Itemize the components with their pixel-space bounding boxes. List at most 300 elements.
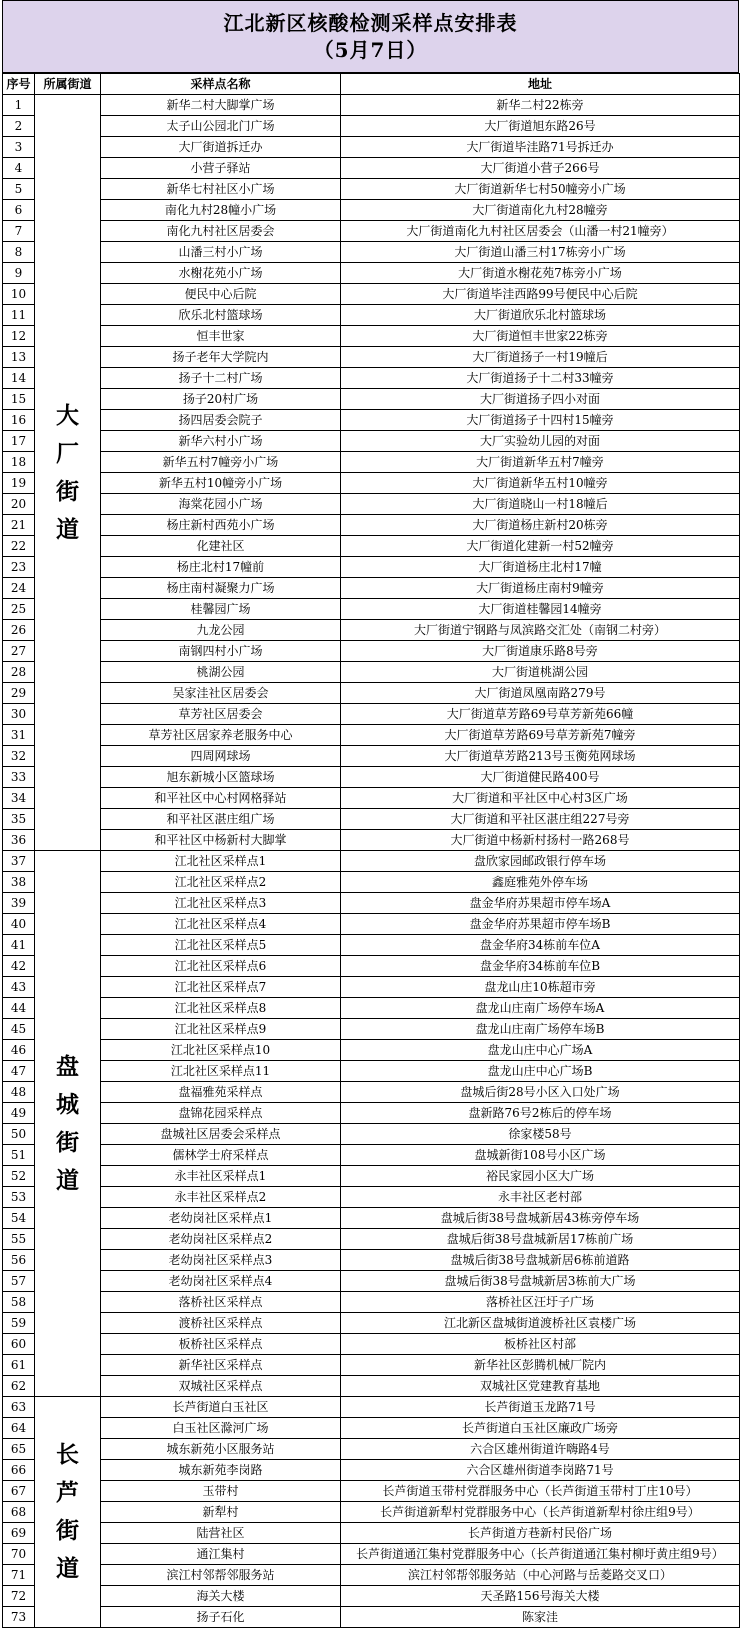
table-row bbox=[3, 158, 740, 179]
row-address: 盘龙山庄10栋超市旁 bbox=[341, 977, 740, 998]
row-site-name: 江北社区采样点8 bbox=[101, 998, 341, 1019]
row-seq: 10 bbox=[3, 284, 35, 305]
row-seq: 72 bbox=[3, 1586, 35, 1607]
row-seq: 33 bbox=[3, 767, 35, 788]
row-seq: 8 bbox=[3, 242, 35, 263]
row-site-name: 老幼岗社区采样点4 bbox=[101, 1271, 341, 1292]
row-address: 大厂街道凤凰南路279号 bbox=[341, 683, 740, 704]
row-site-name: 盘城社区居委会采样点 bbox=[101, 1124, 341, 1145]
sampling-table bbox=[2, 73, 740, 1628]
row-seq: 1 bbox=[3, 95, 35, 116]
row-seq: 31 bbox=[3, 725, 35, 746]
table-row bbox=[3, 368, 740, 389]
row-seq: 58 bbox=[3, 1292, 35, 1313]
table-row bbox=[3, 179, 740, 200]
table-row bbox=[3, 1355, 740, 1376]
row-seq: 16 bbox=[3, 410, 35, 431]
table-row bbox=[3, 746, 740, 767]
header-street: 所属街道 bbox=[35, 74, 101, 95]
street-cell bbox=[35, 851, 101, 1397]
row-address: 大厂街道恒丰世家22栋旁 bbox=[341, 326, 740, 347]
row-address: 大厂街道扬子一村19幢后 bbox=[341, 347, 740, 368]
table-row bbox=[3, 704, 740, 725]
table-row bbox=[3, 536, 740, 557]
header-site-name: 采样点名称 bbox=[101, 74, 341, 95]
row-address: 盘金华府苏果超市停车场A bbox=[341, 893, 740, 914]
row-address: 盘龙山庄南广场停车场A bbox=[341, 998, 740, 1019]
row-site-name: 老幼岗社区采样点2 bbox=[101, 1229, 341, 1250]
row-site-name: 新华六村小广场 bbox=[101, 431, 341, 452]
row-seq: 52 bbox=[3, 1166, 35, 1187]
table-row bbox=[3, 1334, 740, 1355]
table-row bbox=[3, 998, 740, 1019]
row-seq: 35 bbox=[3, 809, 35, 830]
row-address: 长芦街道方巷新村民俗广场 bbox=[341, 1523, 740, 1544]
row-site-name: 扬子老年大学院内 bbox=[101, 347, 341, 368]
row-seq: 57 bbox=[3, 1271, 35, 1292]
row-seq: 65 bbox=[3, 1439, 35, 1460]
row-address: 盘城后街38号盘城新居6栋前道路 bbox=[341, 1250, 740, 1271]
row-site-name: 杨庄北村17幢前 bbox=[101, 557, 341, 578]
row-address: 大厂街道康乐路8号旁 bbox=[341, 641, 740, 662]
row-site-name: 盘锦花园采样点 bbox=[101, 1103, 341, 1124]
row-seq: 70 bbox=[3, 1544, 35, 1565]
page-title: 江北新区核酸检测采样点安排表 bbox=[223, 10, 518, 35]
table-row bbox=[3, 1586, 740, 1607]
table-row bbox=[3, 1271, 740, 1292]
header-address: 地址 bbox=[341, 74, 740, 95]
table-row bbox=[3, 893, 740, 914]
row-site-name: 新华二村大脚掌广场 bbox=[101, 95, 341, 116]
row-address: 落桥社区汪圩子广场 bbox=[341, 1292, 740, 1313]
row-address: 新华二村22栋旁 bbox=[341, 95, 740, 116]
row-site-name: 扬子石化 bbox=[101, 1607, 341, 1628]
table-header-row bbox=[3, 74, 740, 95]
row-seq: 36 bbox=[3, 830, 35, 851]
row-seq: 6 bbox=[3, 200, 35, 221]
table-row bbox=[3, 347, 740, 368]
row-address: 长芦街道白玉社区廉政广场旁 bbox=[341, 1418, 740, 1439]
row-seq: 59 bbox=[3, 1313, 35, 1334]
row-seq: 9 bbox=[3, 263, 35, 284]
row-seq: 25 bbox=[3, 599, 35, 620]
row-site-name: 太子山公园北门广场 bbox=[101, 116, 341, 137]
row-site-name: 和平社区中心村网格驿站 bbox=[101, 788, 341, 809]
table-row bbox=[3, 1460, 740, 1481]
row-site-name: 江北社区采样点2 bbox=[101, 872, 341, 893]
row-seq: 34 bbox=[3, 788, 35, 809]
row-site-name: 扬子十二村广场 bbox=[101, 368, 341, 389]
row-address: 大厂街道桃湖公园 bbox=[341, 662, 740, 683]
street-name: 长 芦 街 道 bbox=[56, 1441, 79, 1582]
row-seq: 43 bbox=[3, 977, 35, 998]
table-row bbox=[3, 263, 740, 284]
row-site-name: 落桥社区采样点 bbox=[101, 1292, 341, 1313]
row-seq: 22 bbox=[3, 536, 35, 557]
row-site-name: 吴家洼社区居委会 bbox=[101, 683, 341, 704]
row-site-name: 和平社区湛庄组广场 bbox=[101, 809, 341, 830]
table-row bbox=[3, 641, 740, 662]
table-row bbox=[3, 221, 740, 242]
table-row bbox=[3, 1313, 740, 1334]
table-row bbox=[3, 557, 740, 578]
row-seq: 40 bbox=[3, 914, 35, 935]
row-site-name: 九龙公园 bbox=[101, 620, 341, 641]
row-seq: 68 bbox=[3, 1502, 35, 1523]
row-address: 大厂街道新华七村50幢旁小广场 bbox=[341, 179, 740, 200]
row-site-name: 通江集村 bbox=[101, 1544, 341, 1565]
table-row bbox=[3, 851, 740, 872]
row-address: 大厂街道草芳路69号草芳新苑66幢 bbox=[341, 704, 740, 725]
row-address: 大厂街道和平社区中心村3区广场 bbox=[341, 788, 740, 809]
row-site-name: 儒林学士府采样点 bbox=[101, 1145, 341, 1166]
row-site-name: 杨庄新村西苑小广场 bbox=[101, 515, 341, 536]
row-address: 盘龙山庄中心广场B bbox=[341, 1061, 740, 1082]
street-name: 盘 城 街 道 bbox=[56, 1052, 79, 1194]
street-cell bbox=[35, 95, 101, 851]
row-seq: 5 bbox=[3, 179, 35, 200]
table-row bbox=[3, 1229, 740, 1250]
row-site-name: 旭东新城小区篮球场 bbox=[101, 767, 341, 788]
row-seq: 20 bbox=[3, 494, 35, 515]
table-row bbox=[3, 242, 740, 263]
table-row bbox=[3, 683, 740, 704]
table-row bbox=[3, 389, 740, 410]
row-site-name: 南钢四村小广场 bbox=[101, 641, 341, 662]
row-seq: 21 bbox=[3, 515, 35, 536]
row-site-name: 四周网球场 bbox=[101, 746, 341, 767]
row-address: 大厂街道晓山一村18幢后 bbox=[341, 494, 740, 515]
row-seq: 60 bbox=[3, 1334, 35, 1355]
row-site-name: 大厂街道拆迁办 bbox=[101, 137, 341, 158]
row-address: 盘金华府34栋前车位B bbox=[341, 956, 740, 977]
row-address: 盘新路76号2栋后的停车场 bbox=[341, 1103, 740, 1124]
row-seq: 39 bbox=[3, 893, 35, 914]
row-site-name: 江北社区采样点9 bbox=[101, 1019, 341, 1040]
row-seq: 27 bbox=[3, 641, 35, 662]
row-seq: 62 bbox=[3, 1376, 35, 1397]
table-row bbox=[3, 410, 740, 431]
table-row bbox=[3, 431, 740, 452]
title-banner bbox=[2, 0, 739, 73]
row-address: 大厂街道欣乐北村篮球场 bbox=[341, 305, 740, 326]
row-address: 鑫庭雅苑外停车场 bbox=[341, 872, 740, 893]
row-site-name: 板桥社区采样点 bbox=[101, 1334, 341, 1355]
row-site-name: 盘福雅苑采样点 bbox=[101, 1082, 341, 1103]
row-address: 新华社区彭腾机械厂院内 bbox=[341, 1355, 740, 1376]
table-row bbox=[3, 1418, 740, 1439]
row-address: 长芦街道新犁村党群服务中心（长芦街道新犁村徐庄组9号） bbox=[341, 1502, 740, 1523]
row-seq: 73 bbox=[3, 1607, 35, 1628]
row-seq: 19 bbox=[3, 473, 35, 494]
row-site-name: 小营子驿站 bbox=[101, 158, 341, 179]
row-address: 盘城后街28号小区入口处广场 bbox=[341, 1082, 740, 1103]
row-site-name: 扬四居委会院子 bbox=[101, 410, 341, 431]
row-address: 六合区雄州街道许嗨路4号 bbox=[341, 1439, 740, 1460]
table-row bbox=[3, 1166, 740, 1187]
row-address: 长芦街道通江集村党群服务中心（长芦街道通江集村柳圩黄庄组9号） bbox=[341, 1544, 740, 1565]
street-name: 大 厂 街 道 bbox=[56, 401, 79, 543]
row-seq: 53 bbox=[3, 1187, 35, 1208]
row-site-name: 新华七村社区小广场 bbox=[101, 179, 341, 200]
row-site-name: 老幼岗社区采样点1 bbox=[101, 1208, 341, 1229]
table-row bbox=[3, 305, 740, 326]
row-seq: 26 bbox=[3, 620, 35, 641]
row-address: 大厂街道毕洼西路99号便民中心后院 bbox=[341, 284, 740, 305]
row-site-name: 山潘三村小广场 bbox=[101, 242, 341, 263]
table-row bbox=[3, 515, 740, 536]
row-seq: 12 bbox=[3, 326, 35, 347]
row-seq: 61 bbox=[3, 1355, 35, 1376]
row-seq: 46 bbox=[3, 1040, 35, 1061]
row-seq: 18 bbox=[3, 452, 35, 473]
row-address: 滨江村邻帮邻服务站（中心河路与岳菱路交叉口） bbox=[341, 1565, 740, 1586]
row-site-name: 恒丰世家 bbox=[101, 326, 341, 347]
table-row bbox=[3, 137, 740, 158]
table-row bbox=[3, 1607, 740, 1628]
row-site-name: 城东新苑小区服务站 bbox=[101, 1439, 341, 1460]
row-address: 大厂街道毕洼路71号拆迁办 bbox=[341, 137, 740, 158]
row-address: 大厂街道新华五村10幢旁 bbox=[341, 473, 740, 494]
row-site-name: 杨庄南村凝聚力广场 bbox=[101, 578, 341, 599]
row-seq: 13 bbox=[3, 347, 35, 368]
row-site-name: 江北社区采样点4 bbox=[101, 914, 341, 935]
table-row bbox=[3, 1523, 740, 1544]
row-site-name: 陆营社区 bbox=[101, 1523, 341, 1544]
row-site-name: 渡桥社区采样点 bbox=[101, 1313, 341, 1334]
table-row bbox=[3, 95, 740, 116]
table-row bbox=[3, 1439, 740, 1460]
table-row bbox=[3, 284, 740, 305]
table-row bbox=[3, 1544, 740, 1565]
row-address: 大厂街道桂馨园14幢旁 bbox=[341, 599, 740, 620]
row-site-name: 江北社区采样点6 bbox=[101, 956, 341, 977]
row-seq: 66 bbox=[3, 1460, 35, 1481]
table-row bbox=[3, 1061, 740, 1082]
row-seq: 3 bbox=[3, 137, 35, 158]
table-row bbox=[3, 1019, 740, 1040]
row-address: 大厂街道水榭花苑7栋旁小广场 bbox=[341, 263, 740, 284]
row-site-name: 双城社区采样点 bbox=[101, 1376, 341, 1397]
row-seq: 55 bbox=[3, 1229, 35, 1250]
row-seq: 69 bbox=[3, 1523, 35, 1544]
row-site-name: 海棠花园小广场 bbox=[101, 494, 341, 515]
row-site-name: 江北社区采样点11 bbox=[101, 1061, 341, 1082]
table-row bbox=[3, 326, 740, 347]
row-address: 大厂街道扬子十二村33幢旁 bbox=[341, 368, 740, 389]
row-seq: 32 bbox=[3, 746, 35, 767]
row-address: 大厂街道宁钢路与凤滨路交汇处（南钢二村旁） bbox=[341, 620, 740, 641]
row-seq: 71 bbox=[3, 1565, 35, 1586]
row-seq: 29 bbox=[3, 683, 35, 704]
row-address: 双城社区党建教育基地 bbox=[341, 1376, 740, 1397]
row-address: 盘城后街38号盘城新居17栋前广场 bbox=[341, 1229, 740, 1250]
row-seq: 47 bbox=[3, 1061, 35, 1082]
row-address: 大厂街道小营子266号 bbox=[341, 158, 740, 179]
row-address: 盘龙山庄中心广场A bbox=[341, 1040, 740, 1061]
table-row bbox=[3, 1292, 740, 1313]
row-site-name: 草芳社区居委会 bbox=[101, 704, 341, 725]
row-address: 盘金华府34栋前车位A bbox=[341, 935, 740, 956]
row-site-name: 海关大楼 bbox=[101, 1586, 341, 1607]
row-address: 大厂街道健民路400号 bbox=[341, 767, 740, 788]
table-row bbox=[3, 1040, 740, 1061]
row-site-name: 江北社区采样点1 bbox=[101, 851, 341, 872]
row-address: 盘城新街108号小区广场 bbox=[341, 1145, 740, 1166]
table-row bbox=[3, 452, 740, 473]
row-seq: 4 bbox=[3, 158, 35, 179]
table-row bbox=[3, 1103, 740, 1124]
table-row bbox=[3, 767, 740, 788]
row-seq: 45 bbox=[3, 1019, 35, 1040]
row-site-name: 新华五村10幢旁小广场 bbox=[101, 473, 341, 494]
row-seq: 48 bbox=[3, 1082, 35, 1103]
row-site-name: 南化九村社区居委会 bbox=[101, 221, 341, 242]
row-seq: 23 bbox=[3, 557, 35, 578]
row-site-name: 桃湖公园 bbox=[101, 662, 341, 683]
row-seq: 17 bbox=[3, 431, 35, 452]
street-cell bbox=[35, 1397, 101, 1628]
table-row bbox=[3, 935, 740, 956]
row-site-name: 水榭花苑小广场 bbox=[101, 263, 341, 284]
row-seq: 49 bbox=[3, 1103, 35, 1124]
row-site-name: 老幼岗社区采样点3 bbox=[101, 1250, 341, 1271]
row-address: 长芦街道玉带村党群服务中心（长芦街道玉带村丁庄10号） bbox=[341, 1481, 740, 1502]
table-row bbox=[3, 1082, 740, 1103]
row-seq: 24 bbox=[3, 578, 35, 599]
row-address: 大厂街道南化九村28幢旁 bbox=[341, 200, 740, 221]
schedule-sheet bbox=[2, 0, 739, 1628]
row-seq: 56 bbox=[3, 1250, 35, 1271]
row-address: 永丰社区老村部 bbox=[341, 1187, 740, 1208]
row-address: 盘欣家园邮政银行停车场 bbox=[341, 851, 740, 872]
row-site-name: 永丰社区采样点1 bbox=[101, 1166, 341, 1187]
row-site-name: 化建社区 bbox=[101, 536, 341, 557]
table-row bbox=[3, 116, 740, 137]
table-row bbox=[3, 725, 740, 746]
header-seq: 序号 bbox=[3, 74, 35, 95]
row-address: 盘金华府苏果超市停车场B bbox=[341, 914, 740, 935]
table-row bbox=[3, 662, 740, 683]
row-address: 大厂街道和平社区湛庄组227号旁 bbox=[341, 809, 740, 830]
row-address: 大厂街道扬子十四村15幢旁 bbox=[341, 410, 740, 431]
row-site-name: 南化九村28幢小广场 bbox=[101, 200, 341, 221]
row-site-name: 草芳社区居家养老服务中心 bbox=[101, 725, 341, 746]
table-row bbox=[3, 977, 740, 998]
row-seq: 50 bbox=[3, 1124, 35, 1145]
table-row bbox=[3, 1376, 740, 1397]
row-site-name: 和平社区中杨新村大脚掌 bbox=[101, 830, 341, 851]
row-site-name: 永丰社区采样点2 bbox=[101, 1187, 341, 1208]
row-seq: 28 bbox=[3, 662, 35, 683]
table-row bbox=[3, 1250, 740, 1271]
row-seq: 37 bbox=[3, 851, 35, 872]
row-site-name: 新华五村7幢旁小广场 bbox=[101, 452, 341, 473]
row-seq: 44 bbox=[3, 998, 35, 1019]
row-address: 盘城后街38号盘城新居3栋前大广场 bbox=[341, 1271, 740, 1292]
table-row bbox=[3, 1502, 740, 1523]
row-seq: 14 bbox=[3, 368, 35, 389]
row-seq: 30 bbox=[3, 704, 35, 725]
row-seq: 51 bbox=[3, 1145, 35, 1166]
page-subtitle: （5月7日） bbox=[313, 37, 428, 62]
row-address: 天圣路156号海关大楼 bbox=[341, 1586, 740, 1607]
row-address: 大厂街道化建新一村52幢旁 bbox=[341, 536, 740, 557]
table-row bbox=[3, 473, 740, 494]
row-site-name: 长芦街道白玉社区 bbox=[101, 1397, 341, 1418]
row-site-name: 新华社区采样点 bbox=[101, 1355, 341, 1376]
table-row bbox=[3, 956, 740, 977]
table-row bbox=[3, 494, 740, 515]
row-site-name: 滨江村邻帮邻服务站 bbox=[101, 1565, 341, 1586]
row-address: 大厂街道山潘三村17栋旁小广场 bbox=[341, 242, 740, 263]
row-site-name: 白玉社区滁河广场 bbox=[101, 1418, 341, 1439]
row-site-name: 扬子20村广场 bbox=[101, 389, 341, 410]
row-seq: 63 bbox=[3, 1397, 35, 1418]
row-site-name: 桂馨园广场 bbox=[101, 599, 341, 620]
row-seq: 15 bbox=[3, 389, 35, 410]
row-address: 大厂街道草芳路213号玉衡苑网球场 bbox=[341, 746, 740, 767]
row-seq: 7 bbox=[3, 221, 35, 242]
row-address: 大厂街道扬子四小对面 bbox=[341, 389, 740, 410]
row-address: 徐家楼58号 bbox=[341, 1124, 740, 1145]
table-row bbox=[3, 578, 740, 599]
row-site-name: 江北社区采样点5 bbox=[101, 935, 341, 956]
table-body bbox=[3, 95, 740, 1628]
row-address: 大厂街道旭东路26号 bbox=[341, 116, 740, 137]
row-site-name: 江北社区采样点7 bbox=[101, 977, 341, 998]
row-site-name: 玉带村 bbox=[101, 1481, 341, 1502]
row-seq: 2 bbox=[3, 116, 35, 137]
row-site-name: 便民中心后院 bbox=[101, 284, 341, 305]
row-seq: 67 bbox=[3, 1481, 35, 1502]
table-row bbox=[3, 1124, 740, 1145]
row-address: 江北新区盘城街道渡桥社区袁楼广场 bbox=[341, 1313, 740, 1334]
table-row bbox=[3, 914, 740, 935]
row-address: 长芦街道玉龙路71号 bbox=[341, 1397, 740, 1418]
row-address: 裕民家园小区大广场 bbox=[341, 1166, 740, 1187]
row-seq: 42 bbox=[3, 956, 35, 977]
row-seq: 41 bbox=[3, 935, 35, 956]
row-address: 六合区雄州街道李岗路71号 bbox=[341, 1460, 740, 1481]
row-site-name: 城东新苑李岗路 bbox=[101, 1460, 341, 1481]
table-row bbox=[3, 872, 740, 893]
row-address: 大厂街道南化九村社区居委会（山潘一村21幢旁） bbox=[341, 221, 740, 242]
row-address: 大厂街道草芳路69号草芳新苑7幢旁 bbox=[341, 725, 740, 746]
row-seq: 38 bbox=[3, 872, 35, 893]
row-address: 大厂街道杨庄南村9幢旁 bbox=[341, 578, 740, 599]
row-address: 盘城后街38号盘城新居43栋旁停车场 bbox=[341, 1208, 740, 1229]
row-address: 盘龙山庄南广场停车场B bbox=[341, 1019, 740, 1040]
row-seq: 11 bbox=[3, 305, 35, 326]
row-site-name: 新犁村 bbox=[101, 1502, 341, 1523]
table-row bbox=[3, 788, 740, 809]
table-row bbox=[3, 1145, 740, 1166]
table-row bbox=[3, 200, 740, 221]
row-site-name: 江北社区采样点3 bbox=[101, 893, 341, 914]
table-row bbox=[3, 1208, 740, 1229]
row-site-name: 欣乐北村篮球场 bbox=[101, 305, 341, 326]
row-address: 陈家洼 bbox=[341, 1607, 740, 1628]
table-row bbox=[3, 599, 740, 620]
row-seq: 64 bbox=[3, 1418, 35, 1439]
table-row bbox=[3, 809, 740, 830]
row-address: 大厂实验幼儿园的对面 bbox=[341, 431, 740, 452]
table-row bbox=[3, 1481, 740, 1502]
row-address: 大厂街道中杨新村扬村一路268号 bbox=[341, 830, 740, 851]
row-site-name: 江北社区采样点10 bbox=[101, 1040, 341, 1061]
table-row bbox=[3, 1187, 740, 1208]
